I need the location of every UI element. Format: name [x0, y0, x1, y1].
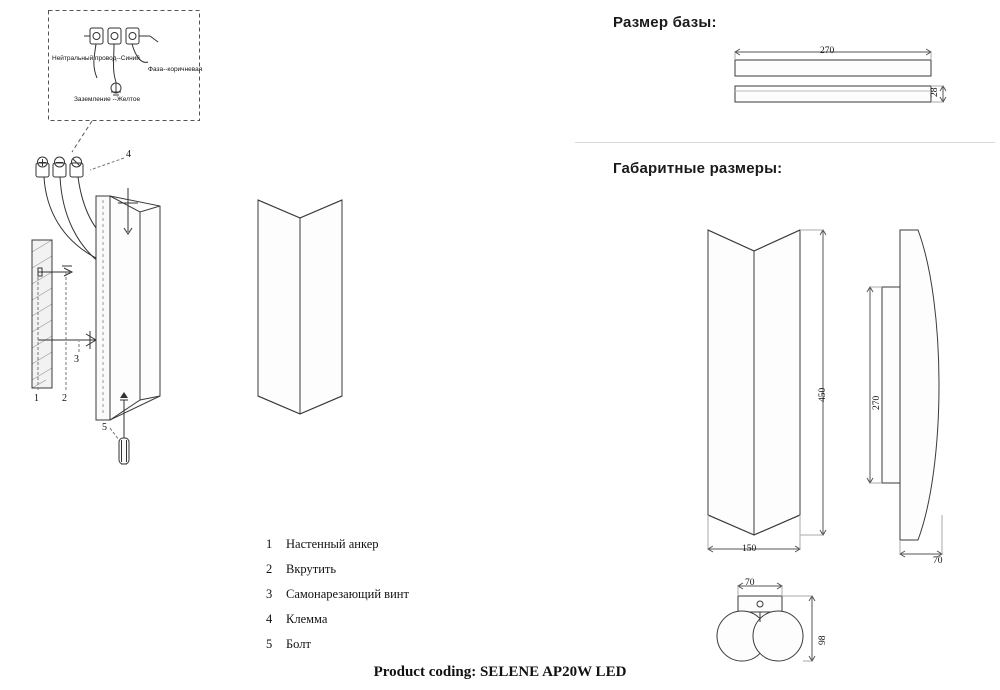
list-item — [266, 537, 566, 562]
fixture-perspective-view — [250, 188, 360, 418]
wiring-ground-label: Заземление --Желтое — [74, 96, 141, 103]
wiring-phase-label: Фаза--коричневая — [148, 66, 203, 73]
legend-item-number: 2 — [266, 562, 273, 576]
callout-1: 1 — [34, 393, 39, 404]
callout-3: 3 — [74, 354, 79, 365]
legend-item-label: Болт — [286, 637, 311, 651]
dimension-base-depth: 28 — [930, 87, 940, 97]
legend-item-label: Клемма — [286, 612, 328, 626]
dimension-top-width: 70 — [745, 578, 755, 588]
list-item — [266, 612, 566, 637]
legend-list — [266, 537, 566, 662]
legend-item-number: 1 — [266, 537, 273, 551]
side-elevation-drawing — [860, 215, 990, 560]
dimension-front-width: 150 — [742, 544, 757, 554]
dimension-top-depth: 98 — [818, 635, 828, 645]
callout-4: 4 — [126, 149, 131, 160]
legend-item-label: Вкрутить — [286, 562, 337, 576]
legend-item-label: Самонарезающий винт — [286, 587, 409, 601]
legend-item-number: 5 — [266, 637, 273, 651]
list-item — [266, 637, 566, 662]
callout-2: 2 — [62, 393, 67, 404]
dimension-front-height: 450 — [818, 387, 828, 402]
dimension-base-width: 270 — [820, 46, 835, 56]
base-size-heading: Размер базы: — [613, 14, 717, 31]
dimension-side-depth: 70 — [933, 556, 943, 566]
list-item — [266, 587, 566, 612]
list-item — [266, 562, 566, 587]
product-coding-label: Product coding: SELENE AP20W LED — [373, 664, 627, 680]
legend-item-number: 4 — [266, 612, 273, 626]
section-divider — [575, 142, 995, 143]
legend-item-label: Настенный анкер — [286, 537, 379, 551]
callout-5: 5 — [102, 422, 107, 433]
wiring-neutral-label: Нейтральный провод--Синий — [52, 55, 140, 62]
legend-item-number: 3 — [266, 587, 273, 601]
overall-size-heading: Габаритные размеры: — [613, 160, 783, 177]
dimension-side-height: 270 — [872, 395, 882, 410]
